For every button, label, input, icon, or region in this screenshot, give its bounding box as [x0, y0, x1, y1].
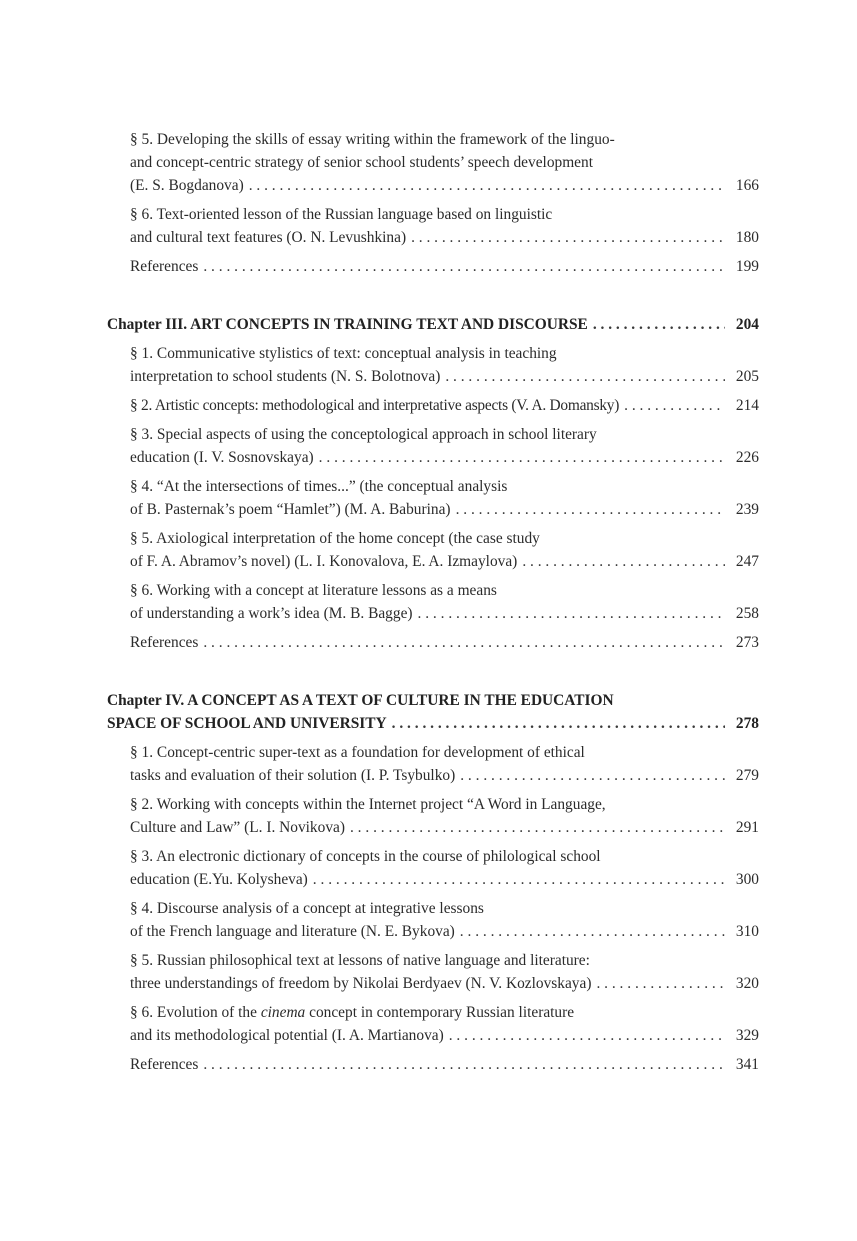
toc-entry-title: Culture and Law” (L. I. Novikova) [130, 819, 345, 836]
table-of-contents [107, 128, 759, 1076]
toc-entry-title: three understandings of freedom by Nikolai Berdyaev (N. V. Kozlovskaya) [130, 975, 592, 992]
dot-leader [413, 602, 725, 625]
dot-leader [198, 255, 725, 278]
toc-entry-title: tasks and evaluation of their solution (I. P. Tsybulko) [130, 767, 456, 784]
toc-block-chapter-3 [107, 313, 759, 654]
toc-entry-title: of F. A. Abramov’s novel) (L. I. Konovalova, E. A. Izmaylova) [130, 553, 518, 570]
toc-entry-title: of the French language and literature (N. E. Bykova) [130, 923, 455, 940]
toc-entry-line: § 1. Communicative stylistics of text: conceptual analysis in teaching [130, 345, 557, 362]
chapter-title: SPACE OF SCHOOL AND UNIVERSITY [107, 715, 387, 732]
dot-leader [517, 550, 725, 573]
page-number: 247 [735, 553, 759, 570]
toc-entry[interactable] [130, 203, 759, 249]
toc-entry-line-emphasis: cinema [260, 1004, 306, 1021]
dot-leader [198, 1053, 725, 1076]
dot-leader [440, 365, 725, 388]
dot-leader [308, 868, 725, 891]
page-number: 204 [735, 316, 759, 333]
toc-entry-line: § 5. Russian philosophical text at lessons of native language and literature: [130, 952, 590, 969]
toc-entry-title: § 2. Artistic concepts: methodological and interpretative aspects (V. A. Domansky) [130, 397, 620, 414]
toc-entry-line: § 5. Developing the skills of essay writing within the framework of the linguo- [130, 131, 615, 148]
dot-leader [244, 174, 725, 197]
page-number: 300 [735, 871, 759, 888]
page-number: 320 [735, 975, 759, 992]
toc-entry-title: of understanding a work’s idea (M. B. Bagge) [130, 605, 413, 622]
page-number: 166 [735, 177, 759, 194]
page-number: 279 [735, 767, 759, 784]
page-number: 258 [735, 605, 759, 622]
toc-entry-title: and its methodological potential (I. A. Martianova) [130, 1027, 444, 1044]
page-number: 273 [735, 634, 759, 651]
toc-entry-line [130, 1001, 759, 1024]
chapter-heading[interactable] [107, 313, 759, 336]
toc-entry-line: § 1. Concept-centric super-text as a foundation for development of ethical [130, 744, 585, 761]
dot-leader [198, 631, 725, 654]
page-number: 205 [735, 368, 759, 385]
toc-entry-line: § 3. Special aspects of using the conceptological approach in school literary [130, 426, 597, 443]
toc-entry-references[interactable] [130, 631, 759, 654]
page-number: 214 [735, 397, 759, 414]
page-number: 329 [735, 1027, 759, 1044]
toc-entry-title: References [130, 1056, 199, 1073]
toc-entry[interactable] [130, 949, 759, 995]
toc-block-chapter-4 [107, 689, 759, 1076]
toc-entry-line-post: concept in contemporary Russian literature [305, 1004, 575, 1021]
toc-entry-line: § 3. An electronic dictionary of concepts in the course of philological school [130, 848, 601, 865]
page-number: 180 [735, 229, 759, 246]
page-number: 341 [735, 1056, 759, 1073]
toc-entry-line: § 6. Text-oriented lesson of the Russian language based on linguistic [130, 206, 553, 223]
dot-leader [619, 394, 725, 417]
chapter-title: Chapter III. ART CONCEPTS IN TRAINING TEXT AND DISCOURSE [107, 316, 588, 333]
page-number: 310 [735, 923, 759, 940]
page-number: 226 [735, 449, 759, 466]
toc-entry[interactable] [130, 845, 759, 891]
toc-entry-line: § 4. Discourse analysis of a concept at integrative lessons [130, 900, 484, 917]
toc-entry-title: References [130, 258, 199, 275]
toc-entry-title: of B. Pasternak’s poem “Hamlet”) (M. A. Baburina) [130, 501, 451, 518]
toc-entry-title: interpretation to school students (N. S. Bolotnova) [130, 368, 441, 385]
toc-entry[interactable] [130, 394, 759, 417]
toc-entry[interactable] [130, 423, 759, 469]
toc-entry-line: § 5. Axiological interpretation of the home concept (the case study [130, 530, 540, 547]
toc-entry[interactable] [130, 342, 759, 388]
page-number: 239 [735, 501, 759, 518]
toc-entry-line-pre: § 6. Evolution of the [130, 1004, 261, 1021]
toc-entry[interactable] [130, 1001, 759, 1047]
page-number: 278 [735, 715, 759, 732]
toc-entry-title: and cultural text features (O. N. Levushkina) [130, 229, 407, 246]
page-number: 199 [735, 258, 759, 275]
dot-leader [588, 313, 725, 336]
toc-entry-line: § 6. Working with a concept at literature lessons as a means [130, 582, 497, 599]
dot-leader [591, 972, 725, 995]
toc-entry-references[interactable] [130, 1053, 759, 1076]
dot-leader [455, 920, 725, 943]
dot-leader [455, 764, 725, 787]
dot-leader [406, 226, 725, 249]
toc-entry-line: § 4. “At the intersections of times...” (the conceptual analysis [130, 478, 508, 495]
toc-entry[interactable] [130, 475, 759, 521]
toc-entry-title: education (I. V. Sosnovskaya) [130, 449, 314, 466]
toc-entry-line: § 2. Working with concepts within the Internet project “A Word in Language, [130, 796, 606, 813]
dot-leader [314, 446, 725, 469]
toc-entry[interactable] [130, 741, 759, 787]
toc-entry[interactable] [130, 793, 759, 839]
dot-leader [451, 498, 725, 521]
toc-entry[interactable] [130, 527, 759, 573]
toc-entry[interactable] [130, 897, 759, 943]
page-number: 291 [735, 819, 759, 836]
toc-entry-title: education (E.Yu. Kolysheva) [130, 871, 308, 888]
toc-entry-title: (E. S. Bogdanova) [130, 177, 244, 194]
dot-leader [444, 1024, 725, 1047]
chapter-heading[interactable] [107, 689, 759, 735]
toc-entry-line: and concept-centric strategy of senior school students’ speech development [130, 154, 593, 171]
dot-leader [387, 712, 725, 735]
toc-block-chapter-2-continued [107, 128, 759, 278]
toc-entry-title: References [130, 634, 199, 651]
toc-entry[interactable] [130, 128, 759, 197]
chapter-title-line: Chapter IV. A CONCEPT AS A TEXT OF CULTURE IN THE EDUCATION [107, 692, 614, 709]
toc-entry-references[interactable] [130, 255, 759, 278]
toc-entry[interactable] [130, 579, 759, 625]
dot-leader [345, 816, 725, 839]
